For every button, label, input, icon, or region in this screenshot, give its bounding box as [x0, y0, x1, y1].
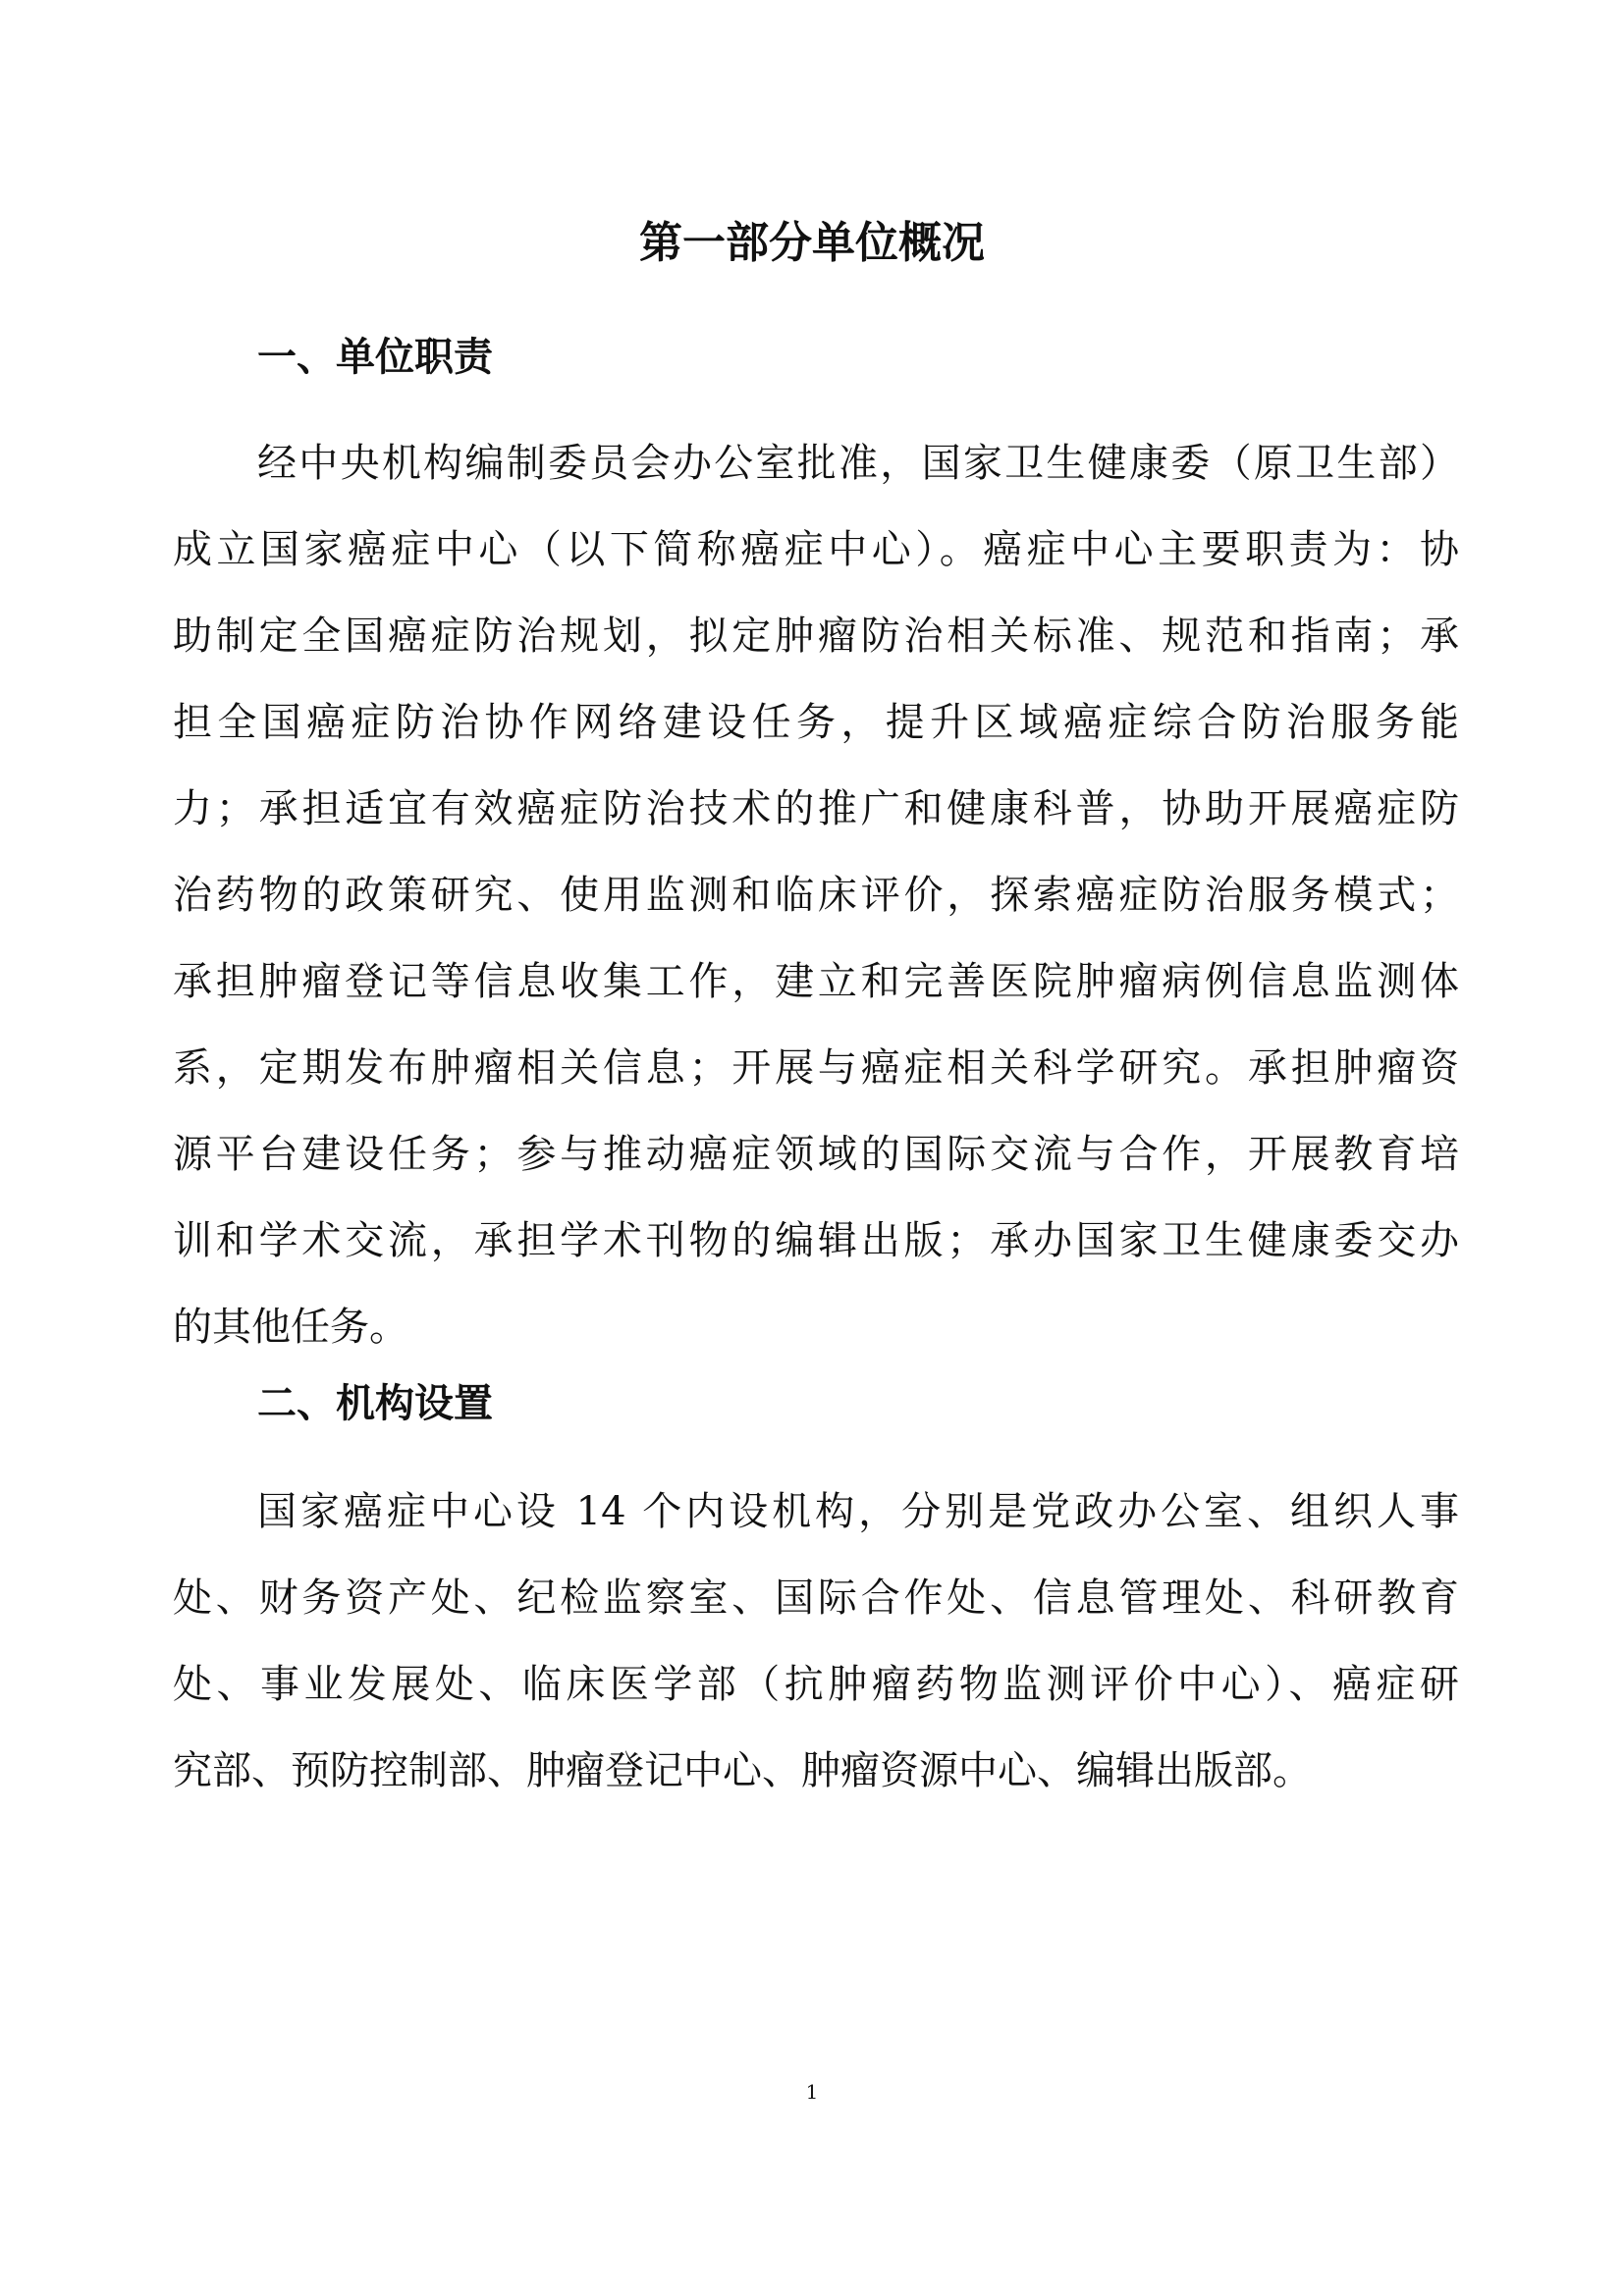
paragraph-line: 的其他任务。 — [173, 1305, 408, 1350]
paragraph-line: 成立国家癌症中心（以下简称癌症中心）。癌症中心主要职责为：协 — [173, 527, 1459, 572]
paragraph-organization — [173, 1468, 1459, 1814]
paragraph-line: 承担肿瘤登记等信息收集工作，建立和完善医院肿瘤病例信息监测体 — [173, 959, 1459, 1004]
paragraph-line: 担全国癌症防治协作网络建设任务，提升区域癌症综合防治服务能 — [173, 700, 1459, 745]
paragraph-line: 处、事业发展处、临床医学部（抗肿瘤药物监测评价中心）、癌症研 — [173, 1662, 1459, 1707]
paragraph-duties — [173, 420, 1459, 1370]
paragraph-line: 究部、预防控制部、肿瘤登记中心、肿瘤资源中心、编辑出版部。 — [173, 1748, 1312, 1793]
paragraph-line: 力；承担适宜有效癌症防治技术的推广和健康科普，协助开展癌症防 — [173, 786, 1459, 831]
paragraph-line: 训和学术交流，承担学术刊物的编辑出版；承办国家卫生健康委交办 — [173, 1218, 1459, 1263]
section-heading-organization: 二、机构设置 — [257, 1381, 493, 1426]
section-heading-duties: 一、单位职责 — [257, 335, 493, 380]
paragraph-line: 助制定全国癌症防治规划，拟定肿瘤防治相关标准、规范和指南；承 — [173, 614, 1459, 659]
paragraph-line: 治药物的政策研究、使用监测和临床评价，探索癌症防治服务模式； — [173, 873, 1459, 918]
page-number: 1 — [805, 2080, 819, 2104]
paragraph-line: 国家癌症中心设 14 个内设机构，分别是党政办公室、组织人事 — [257, 1489, 1459, 1534]
paragraph-line: 系，定期发布肿瘤相关信息；开展与癌症相关科学研究。承担肿瘤资 — [173, 1045, 1459, 1091]
paragraph-line: 经中央机构编制委员会办公室批准，国家卫生健康委（原卫生部） — [257, 441, 1459, 486]
document-title: 第一部分单位概况 — [639, 218, 985, 268]
paragraph-line: 处、财务资产处、纪检监察室、国际合作处、信息管理处、科研教育 — [173, 1575, 1459, 1621]
paragraph-line: 源平台建设任务；参与推动癌症领域的国际交流与合作，开展教育培 — [173, 1132, 1459, 1177]
